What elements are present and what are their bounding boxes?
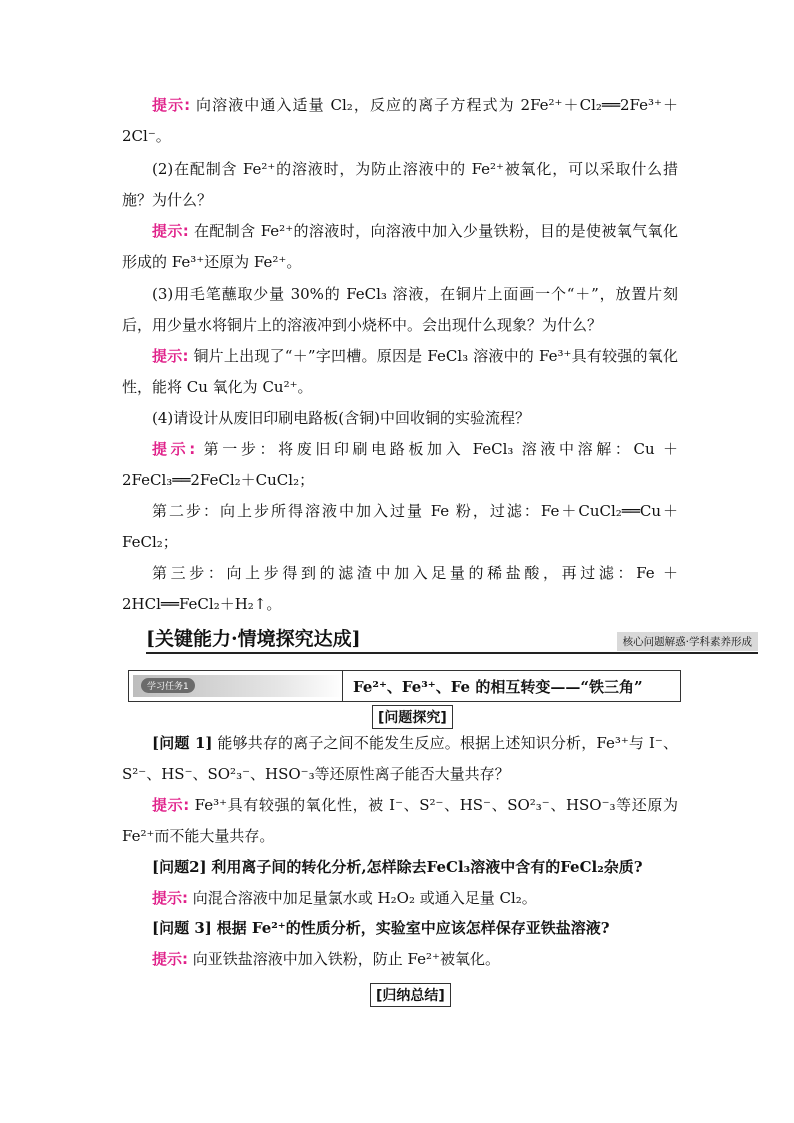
answer-text: 铜片上出现了“＋”字凹槽。原因是 FeCl₃ 溶液中的 Fe³⁺具有较强的氧化性，能将 Cu 氧化为 Cu²⁺。 [122,347,678,396]
answer-paragraph-4-step3 [122,558,678,620]
answer-text: 向混合溶液中加足量氯水或 H₂O₂ 或通入足量 Cl₂。 [192,889,537,907]
task-divider [342,671,343,701]
problem-number: [问题 3] [152,919,212,937]
question-text: (3)用毛笔蘸取少量 30%的 FeCl₃ 溶液，在铜片上面画一个“＋”，放置片刻后，用少量水将铜片上的溶液冲到小烧杯中。会出现什么现象？为什么？ [122,285,678,334]
section-tag: 核心问题解惑·学科素养形成 [617,632,758,651]
problem-2 [122,852,678,883]
answer-paragraph-1 [122,90,678,152]
answer-paragraph-4-step2 [122,496,678,558]
answer-text: 向溶液中通入适量 Cl₂，反应的离子方程式为 2Fe²⁺＋Cl₂══2Fe³⁺＋2Cl⁻。 [122,96,678,145]
summary-label: [归纳总结] [370,983,451,1007]
hint-label: 提示: [152,796,190,814]
inquiry-label: [问题探究] [372,705,453,729]
problem-text: 利用离子间的转化分析,怎样除去FeCl₃溶液中含有的FeCl₂杂质? [211,858,643,876]
problem-text: 根据 Fe²⁺的性质分析，实验室中应该怎样保存亚铁盐溶液? [216,919,610,937]
question-paragraph-3 [122,279,678,341]
hint-label: 提示: [152,950,188,968]
task-badge-label: 学习任务1 [141,678,195,693]
answer-text: 第一步：将废旧印刷电路板加入 FeCl₃ 溶液中溶解：Cu ＋ 2FeCl₃══2FeCl₂＋CuCl₂； [122,440,678,489]
answer-text: 第二步：向上步所得溶液中加入过量 Fe 粉，过滤：Fe＋CuCl₂══Cu＋FeCl₂； [122,502,678,551]
problem-1 [122,728,678,790]
answer-paragraph-2 [122,216,678,278]
task-header-box [128,670,681,702]
answer-paragraph-3 [122,341,678,403]
problem-2-answer [122,883,678,914]
problem-number: [问题2] [152,858,207,876]
hint-label: 提示: [152,222,189,240]
answer-text: 在配制含 Fe²⁺的溶液时，向溶液中加入少量铁粉，目的是使被氧气氧化形成的 Fe³⁺还原为 Fe²⁺。 [122,222,678,271]
question-text: (4)请设计从废旧印刷电路板(含铜)中回收铜的实验流程？ [152,409,530,427]
task-badge [133,675,343,697]
question-paragraph-2 [122,154,678,216]
answer-text: 向亚铁盐溶液中加入铁粉，防止 Fe²⁺被氧化。 [192,950,500,968]
hint-label: 提示: [152,96,191,114]
problem-number: [问题 1] [152,734,213,752]
section-title: [关键能力·情境探究达成] [146,628,361,650]
hint-label: 提示: [152,889,188,907]
problem-3 [122,913,678,944]
hint-label: 提示: [152,440,196,458]
section-header [146,624,758,654]
answer-paragraph-4-step1 [122,434,678,496]
answer-text: 第三步：向上步得到的滤渣中加入足量的稀盐酸，再过滤：Fe ＋ 2HCl══FeCl₂＋H₂↑。 [122,564,678,613]
task-title: Fe²⁺、Fe³⁺、Fe 的相互转变——“铁三角” [353,678,643,696]
problem-text: 能够共存的离子之间不能发生反应。根据上述知识分析，Fe³⁺与 I⁻、S²⁻、HS⁻、SO²₃⁻、HSO⁻₃等还原性离子能否大量共存？ [122,734,678,783]
problem-1-answer [122,790,678,852]
question-paragraph-4 [122,403,678,434]
question-text: (2)在配制含 Fe²⁺的溶液时，为防止溶液中的 Fe²⁺被氧化，可以采取什么措施？为什么？ [122,160,678,209]
hint-label: 提示: [152,347,189,365]
problem-3-answer [122,944,678,975]
answer-text: Fe³⁺具有较强的氧化性，被 I⁻、S²⁻、HS⁻、SO²₃⁻、HSO⁻₃等还原为 Fe²⁺而不能大量共存。 [122,796,678,845]
